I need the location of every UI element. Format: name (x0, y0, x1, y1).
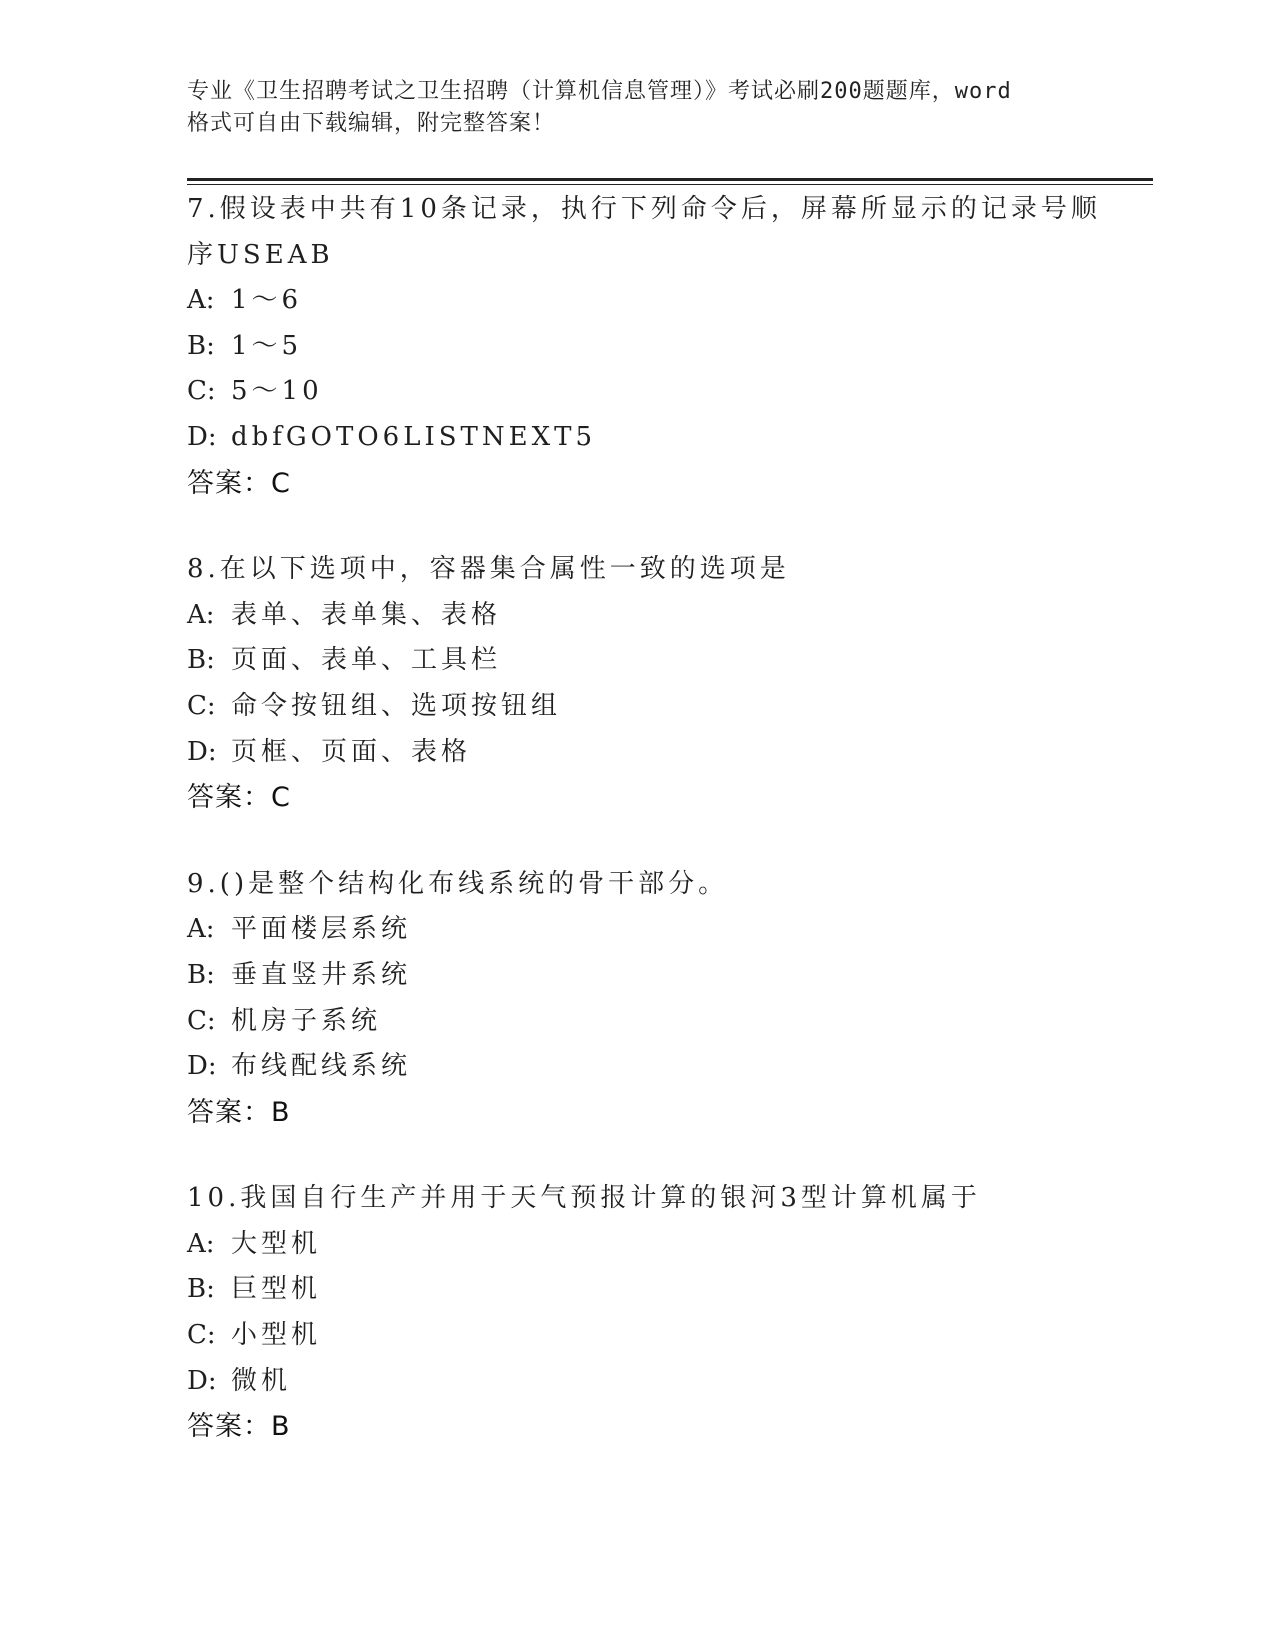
option-text: 机房子系统 (231, 1005, 382, 1036)
option-key: B: (187, 959, 215, 990)
option-text: dbfGOTO6LISTNEXT5 (231, 421, 597, 452)
option-key: D: (187, 1365, 217, 1396)
answer-option (187, 1359, 1157, 1405)
option-key: C: (187, 376, 216, 407)
option-key: A: (187, 1228, 215, 1259)
answer-option (187, 999, 1157, 1045)
option-key: B: (187, 645, 215, 676)
question-stem: 10.我国自行生产并用于天气预报计算的银河3型计算机属于 (187, 1183, 981, 1214)
option-key: A: (187, 914, 215, 945)
header-line-1: 专业《卫生招聘考试之卫生招聘（计算机信息管理）》考试必刷200题题库，word (187, 79, 1012, 104)
answer-option (187, 369, 1157, 415)
option-text: 5～10 (231, 376, 323, 407)
answer-key: 答案：C (187, 782, 291, 814)
header-divider-thin (187, 184, 1153, 185)
header-line-2: 格式可自由下载编辑，附完整答案！ (187, 111, 556, 136)
option-key: A: (187, 599, 215, 630)
question-stem: 7.假设表中共有10条记录，执行下列命令后，屏幕所显示的记录号顺 (187, 194, 1101, 224)
question-block (187, 187, 1157, 506)
answer-key: 答案：B (187, 1096, 291, 1128)
option-text: 布线配线系统 (231, 1051, 412, 1082)
option-text: 1～6 (231, 285, 303, 316)
option-text: 1～5 (231, 330, 303, 361)
option-text: 命令按钮组、选项按钮组 (231, 690, 562, 721)
answer-option (187, 1222, 1157, 1268)
answer-key: 答案：B (187, 1411, 291, 1443)
header-divider-thick (187, 178, 1153, 181)
answer-option (187, 415, 1157, 461)
answer-key: 答案：C (187, 467, 291, 499)
option-text: 平面楼层系统 (231, 914, 412, 945)
question-stem: 8.在以下选项中，容器集合属性一致的选项是 (187, 554, 790, 585)
answer-option (187, 1313, 1157, 1359)
option-key: D: (187, 1051, 217, 1082)
answer-option (187, 953, 1157, 999)
answer-option (187, 324, 1157, 370)
option-key: D: (187, 736, 217, 767)
option-key: C: (187, 1320, 216, 1351)
answer-option (187, 278, 1157, 324)
option-key: D: (187, 421, 217, 452)
answer-option (187, 684, 1157, 730)
option-key: B: (187, 1274, 215, 1305)
answer-option (187, 638, 1157, 684)
option-text: 大型机 (231, 1228, 322, 1259)
answer-option (187, 730, 1157, 776)
question-list (187, 187, 1157, 1491)
option-key: C: (187, 1005, 216, 1036)
option-text: 小型机 (231, 1320, 322, 1351)
option-key: A: (187, 285, 215, 316)
question-block (187, 862, 1157, 1136)
answer-option (187, 1044, 1157, 1090)
answer-option (187, 907, 1157, 953)
option-text: 表单、表单集、表格 (231, 599, 502, 630)
option-text: 页框、页面、表格 (231, 736, 472, 767)
answer-option (187, 1267, 1157, 1313)
option-key: B: (187, 330, 215, 361)
document-header (187, 76, 1087, 140)
question-stem: 序USEAB (187, 239, 334, 270)
question-block (187, 547, 1157, 821)
option-key: C: (187, 690, 216, 721)
question-block (187, 1176, 1157, 1450)
question-stem: 9.()是整个结构化布线系统的骨干部分。 (187, 868, 729, 899)
option-text: 页面、表单、工具栏 (231, 645, 502, 676)
answer-option (187, 593, 1157, 639)
option-text: 微机 (231, 1365, 292, 1396)
option-text: 巨型机 (231, 1274, 322, 1305)
option-text: 垂直竖井系统 (231, 959, 412, 990)
